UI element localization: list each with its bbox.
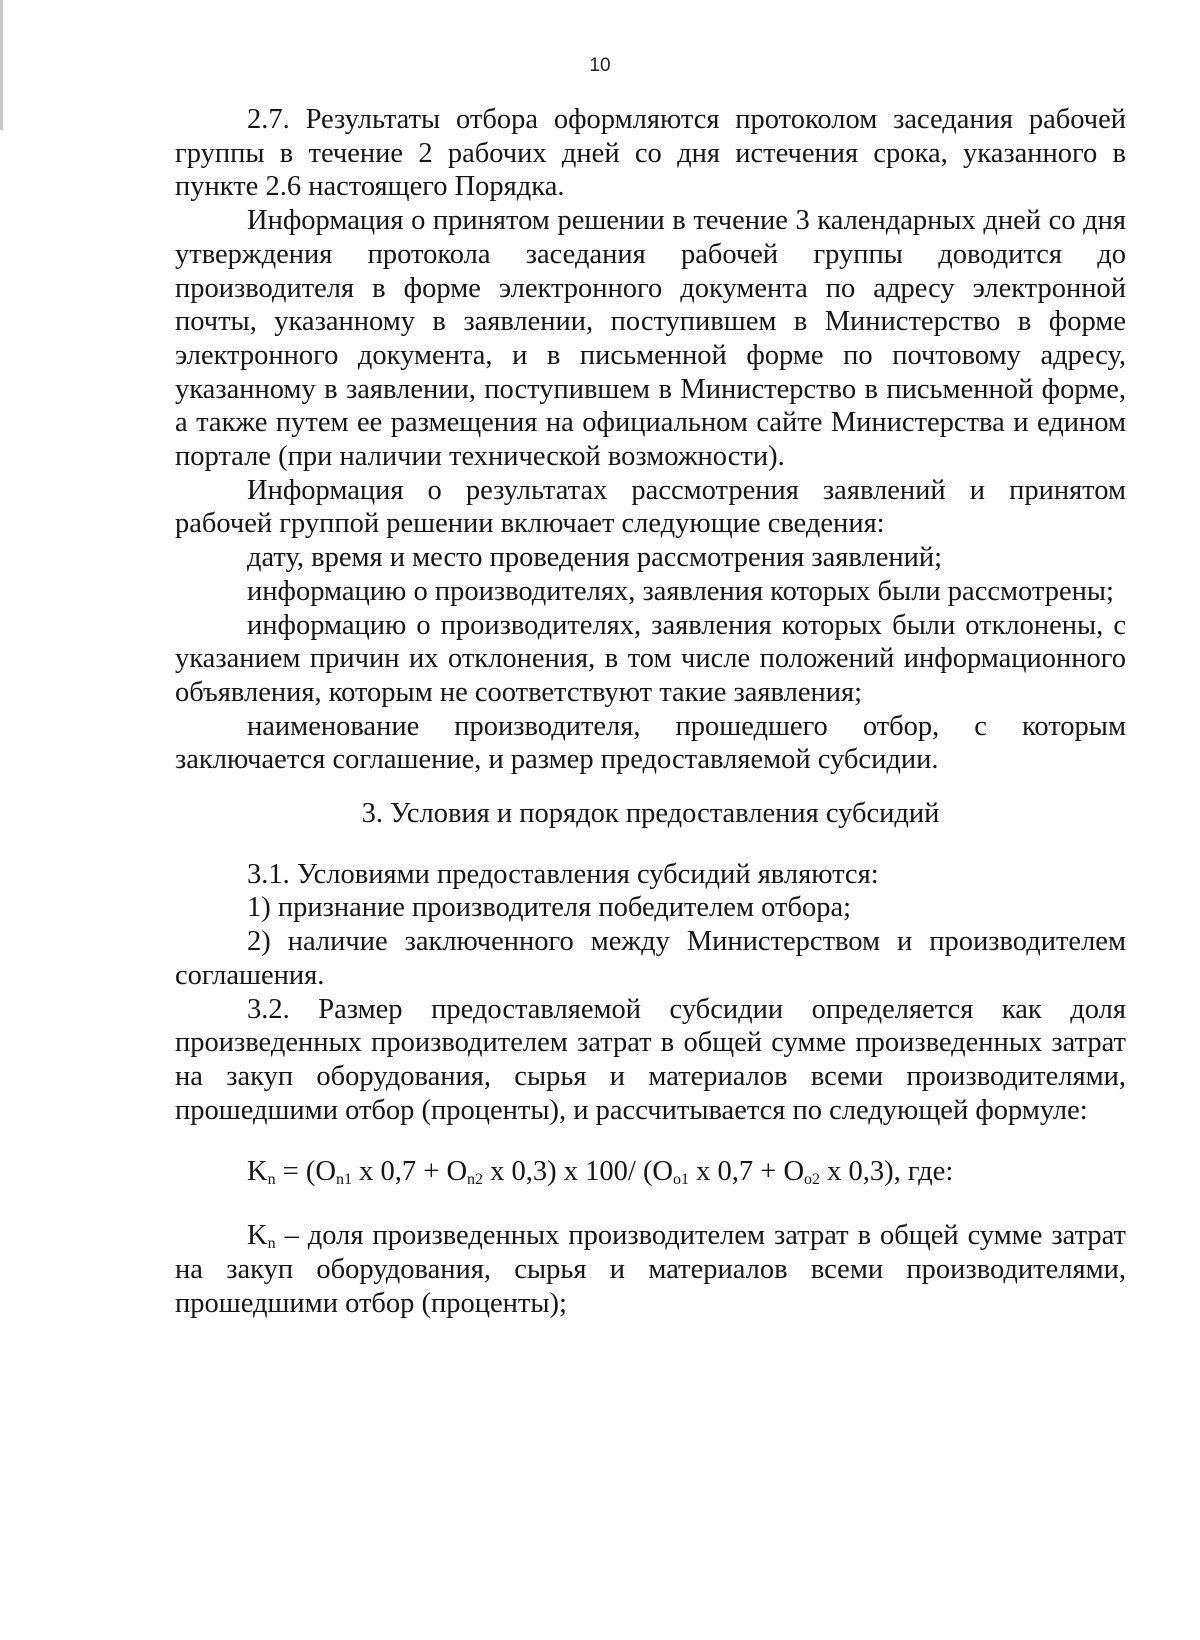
section-heading-3: 3. Условия и порядок предоставления субсидий	[361, 798, 940, 830]
list-item-rejected: информацию о производителях, заявления которых были отклонены, с указанием причин их отклонения, в том числе положений информационного объявления, которым не соответствуют такие заявления;	[175, 609, 1126, 708]
document-body	[175, 103, 1126, 1320]
paragraph-decision-info: Информация о принятом решении в течение 3 календарных дней со дня утверждения протокола заседания рабочей группы доводится до производителя в форме электронного документа по адресу электронной почты, указанному в заявлении, поступившем в Министерство в форме электронного документа, и в письменной форме по почтовому адресу, указанному в заявлении, поступившем в Министерство в письменной форме, а также путем ее размещения на официальном сайте Министерства и едином портале (при наличии технической возможности).	[175, 205, 1126, 473]
page-number: 10	[589, 55, 611, 76]
list-item-winner: наименование производителя, прошедшего отбор, с которым заключается соглашение, и размер предоставляемой субсидии.	[175, 710, 1126, 776]
list-item-date-time: дату, время и место проведения рассмотрения заявлений;	[247, 542, 943, 574]
paragraph-results-info: Информация о результатах рассмотрения заявлений и принятом рабочей группой решении включает следующие сведения:	[175, 474, 1126, 540]
subsidy-formula: $K_n = (O_{n1}$ x $0,7 + O_{n2}$ x 0,3) x 100/ ($O_{o1}$ x $0,7 + O_{o2}$ x 0,3), где:	[247, 1156, 954, 1189]
definition-kn: $K_n$ – доля произведенных производителем затрат в общей сумме затрат на закуп оборудования, сырья и материалов всеми производителями, прошедшими отбор (проценты);	[175, 1220, 1126, 1319]
paragraph-3-1: 3.1. Условиями предоставления субсидий являются:	[247, 858, 879, 890]
paragraph-2-7: 2.7. Результаты отбора оформляются протоколом заседания рабочей группы в течение 2 рабочих дней со дня истечения срока, указанного в пункте 2.6 настоящего Порядка.	[175, 104, 1126, 203]
condition-item-1: 1) признание производителя победителем отбора;	[247, 892, 852, 924]
list-item-considered: информацию о производителях, заявления которых были рассмотрены;	[247, 575, 1114, 607]
condition-item-2: 2) наличие заключенного между Министерством и производителем соглашения.	[175, 926, 1126, 991]
paragraph-3-2: 3.2. Размер предоставляемой субсидии определяется как доля произведенных производителем затрат в общей сумме произведенных затрат на закуп оборудования, сырья и материалов всеми производителями, прошедшими отбор (проценты), и рассчитывается по следующей формуле:	[175, 993, 1126, 1126]
